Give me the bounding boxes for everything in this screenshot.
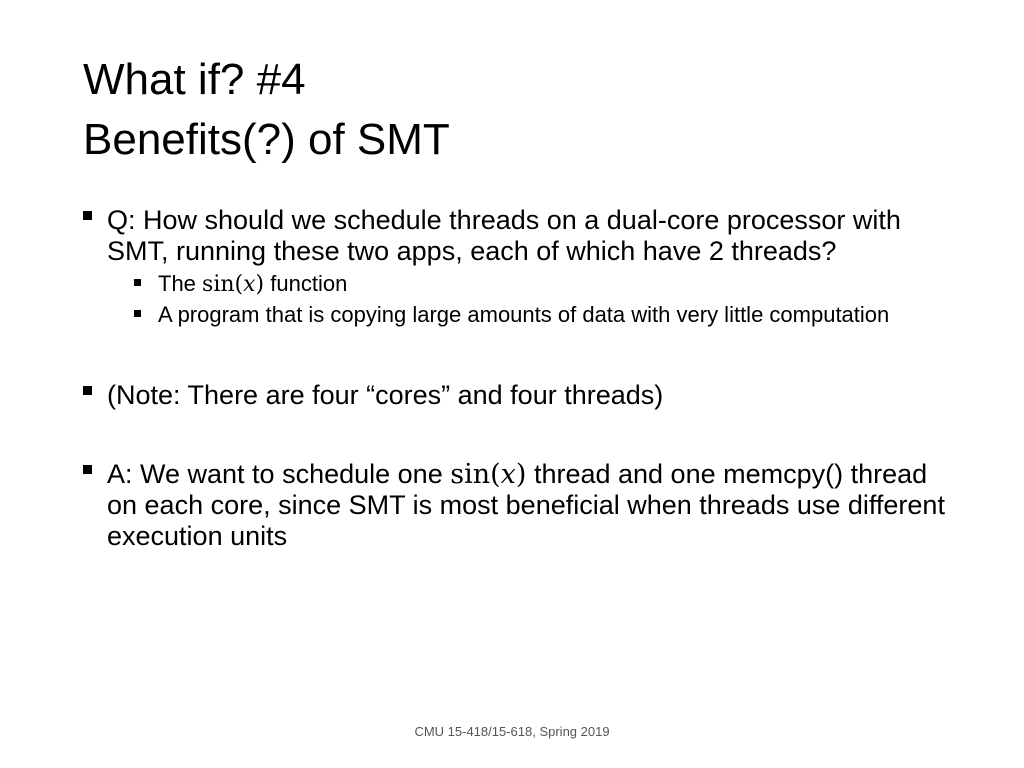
square-bullet-icon: [83, 465, 92, 474]
slide-footer: CMU 15-418/15-618, Spring 2019: [414, 724, 610, 739]
math-paren-open: (: [234, 272, 244, 297]
sin-x-formula: [450, 459, 526, 490]
bullet-answer: [83, 459, 963, 552]
math-paren-close: ): [515, 459, 527, 490]
math-var: x: [500, 459, 516, 490]
spacer: [83, 411, 963, 459]
bullet-answer-after: thread and one memcpy() thread on each core, since SMT is most beneficial when threads use different execution units: [107, 459, 945, 551]
sub-bullet-copy-text: A program that is copying large amounts of data with very little computation: [158, 302, 890, 327]
math-fn: sin: [450, 459, 491, 490]
slide-content: [83, 205, 963, 552]
square-bullet-icon: [83, 211, 92, 220]
math-var: x: [243, 272, 256, 297]
sin-x-formula: [202, 272, 264, 297]
sub-bullet-sin-after: function: [264, 271, 348, 296]
square-bullet-icon: [134, 310, 141, 317]
math-paren-close: ): [255, 272, 265, 297]
square-bullet-icon: [134, 279, 141, 286]
spacer: [83, 328, 963, 380]
sub-bullet-sin-before: The: [158, 271, 203, 296]
bullet-answer-before: A: We want to schedule one: [107, 459, 451, 489]
title-line-1: What if? #4: [83, 55, 306, 104]
math-fn: sin: [202, 272, 235, 297]
bullet-question-text: Q: How should we schedule threads on a dual-core processor with SMT, running these two apps, each of which have 2 threads?: [107, 205, 901, 266]
bullet-question: [83, 205, 963, 267]
square-bullet-icon: [83, 386, 92, 395]
slide-title: [83, 50, 450, 170]
sub-bullet-sin: [83, 271, 963, 298]
math-paren-open: (: [490, 459, 501, 490]
sub-bullet-copy: [83, 302, 963, 328]
bullet-note: [83, 380, 963, 411]
bullet-note-text: (Note: There are four “cores” and four threads): [107, 380, 664, 410]
title-line-2: Benefits(?) of SMT: [83, 115, 450, 164]
